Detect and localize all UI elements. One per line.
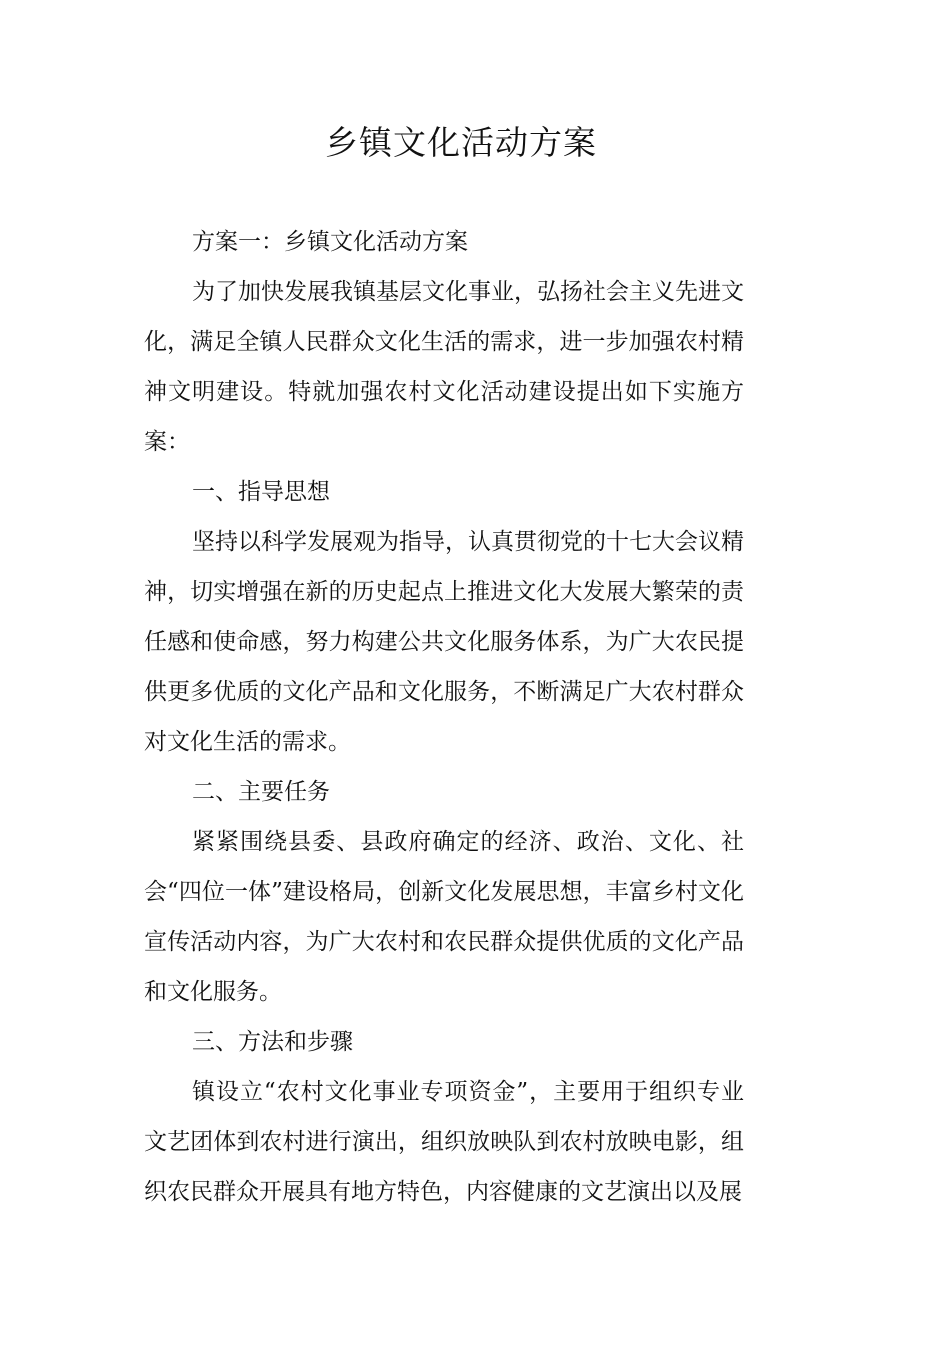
document-body [144,217,744,1217]
methods-steps-paragraph: 镇设立“农村文化事业专项资金”，主要用于组织专业文艺团体到农村进行演出，组织放映队到农村放映电影，组织农民群众开展具有地方特色，内容健康的文艺演出以及展 [144,1079,744,1205]
section-heading-main-tasks: 二、主要任务 [192,779,330,805]
section-heading-guiding-ideology: 一、指导思想 [192,479,330,505]
document-title: 乡镇文化活动方案 [325,123,597,162]
main-tasks-paragraph: 紧紧围绕县委、县政府确定的经济、政治、文化、社会“四位一体”建设格局，创新文化发展思想，丰富乡村文化宣传活动内容，为广大农村和农民群众提供优质的文化产品和文化服务。 [144,829,744,1005]
guiding-ideology-paragraph: 坚持以科学发展观为指导，认真贯彻党的十七大会议精神，切实增强在新的历史起点上推进文化大发展大繁荣的责任感和使命感，努力构建公共文化服务体系，为广大农民提供更多优质的文化产品和文化服务，不断满足广大农村群众对文化生活的需求。 [144,529,744,755]
plan-heading: 方案一：乡镇文化活动方案 [192,229,468,255]
intro-paragraph: 为了加快发展我镇基层文化事业，弘扬社会主义先进文化，满足全镇人民群众文化生活的需求，进一步加强农村精神文明建设。特就加强农村文化活动建设提出如下实施方案： [144,279,744,455]
section-heading-methods-steps: 三、方法和步骤 [192,1029,353,1055]
